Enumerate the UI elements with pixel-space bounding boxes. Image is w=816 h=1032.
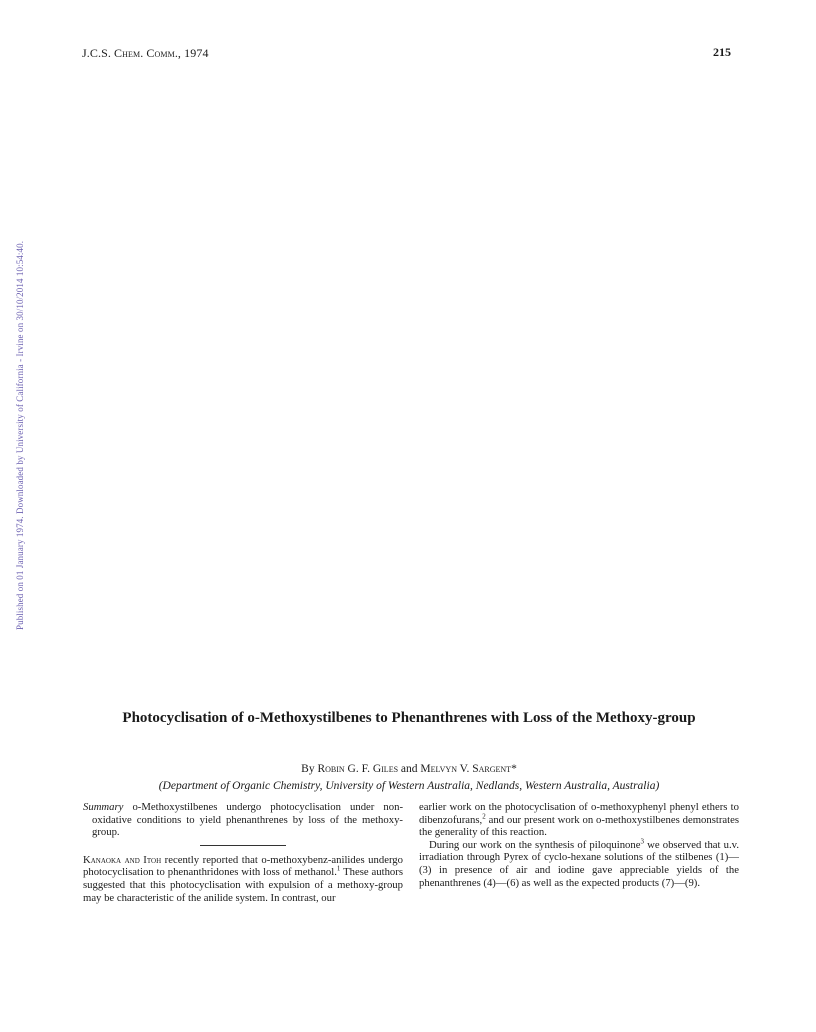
journal-abbrev: J.C.S. Chem. Comm., <box>82 46 182 60</box>
author-1: Robin G. F. Giles <box>317 763 399 775</box>
paragraph-2-text: During our work on the synthesis of piloquinone <box>429 838 641 851</box>
section-divider <box>200 845 286 846</box>
paragraph-1-text: recently reported that o-methoxybenz-anilides undergo photocyclisation to phenanthridones with loss of methanol. <box>83 853 403 879</box>
reference-3: 3 <box>640 837 644 846</box>
paragraph-1-cont: earlier work on the photocyclisation of o-methoxyphenyl phenyl ethers to dibenzofurans, <box>419 801 739 826</box>
summary-label: Summary <box>83 801 124 813</box>
article-title: Photocyclisation of o-Methoxystilbenes to Phenanthrenes with Loss of the Methoxy-group <box>122 710 696 726</box>
paragraph-1-cont-2: and our present work on o-methoxystilbenes demonstrates the generality of this reaction. <box>419 813 739 839</box>
page-number: 215 <box>713 45 731 59</box>
paragraph-2 <box>419 839 739 889</box>
author-2: Melvyn V. Sargent* <box>420 763 517 775</box>
journal-header <box>82 46 209 61</box>
summary-text: o-Methoxystilbenes undergo photocyclisation under non-oxidative conditions to yield phenanthrenes by loss of the methoxy-group. <box>92 801 404 839</box>
byline <box>100 762 718 776</box>
affiliation: (Department of Organic Chemistry, University of Western Australia, Nedlands, Western Australia, Australia) <box>158 780 660 792</box>
right-column <box>419 801 739 889</box>
paragraph-1-continued <box>419 801 739 839</box>
reference-1: 1 <box>336 864 341 873</box>
reference-2: 2 <box>482 812 486 821</box>
byline-and: and <box>400 763 418 775</box>
left-column <box>83 801 403 904</box>
journal-year: 1974 <box>184 46 209 60</box>
download-note: Published on 01 January 1974. Downloaded by University of California - Irvine on 30/10/2014 10:54:40. <box>15 240 25 630</box>
paragraph-1 <box>83 854 403 904</box>
paragraph-1-lead: Kanaoka and Itoh <box>83 853 162 866</box>
paragraph-2-text-2: we observed that u.v. irradiation through Pyrex of cyclo-hexane solutions of the stilbenes (1)—(3) in presence of air and iodine gave appreciable yields of the phenanthrenes (4)—(6) as well as the expected products (7)—(9). <box>419 838 739 889</box>
paragraph-1-text-2: These authors suggested that this photocyclisation with expulsion of a methoxy-group may be characteristic of the anilide system. In contrast, our <box>83 866 403 904</box>
byline-by: By <box>301 763 315 775</box>
summary <box>83 801 403 839</box>
